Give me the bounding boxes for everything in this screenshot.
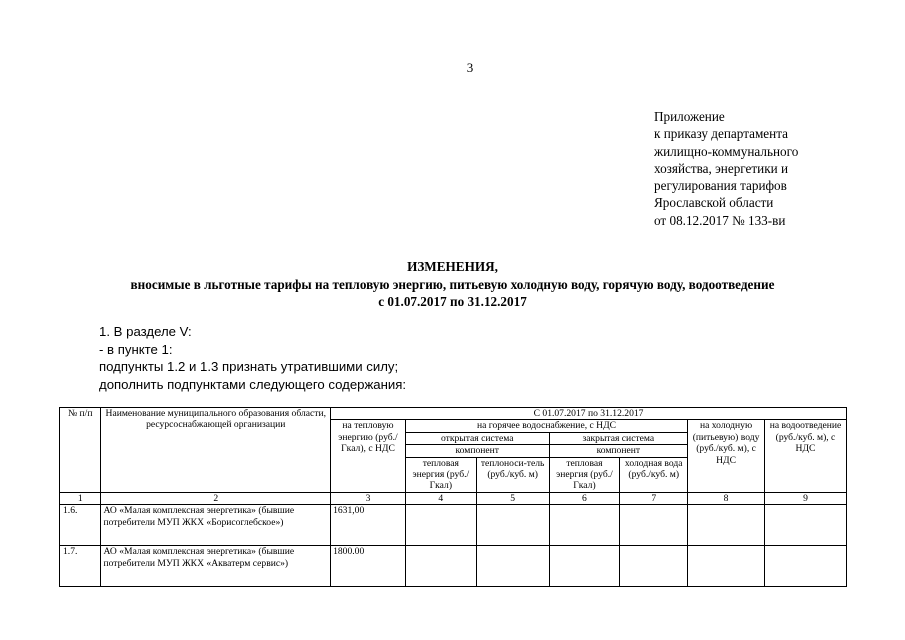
column-number: 8 <box>688 492 765 504</box>
tariffs-table <box>59 407 847 587</box>
header-component-open: компонент <box>405 445 549 457</box>
header-component-closed: компонент <box>549 445 688 457</box>
row-cell <box>405 546 476 587</box>
body-line: дополнить подпунктами следующего содержания: <box>99 376 407 392</box>
title-line-1: ИЗМЕНЕНИЯ, <box>407 259 498 274</box>
header-open-heat-energy: тепловая энергия (руб./Гкал) <box>405 457 476 492</box>
header-closed-heat-energy: тепловая энергия (руб./Гкал) <box>549 457 620 492</box>
column-number: 6 <box>549 492 620 504</box>
column-number: 5 <box>476 492 549 504</box>
row-organization: АО «Малая комплексная энергетика» (бывшие потребители МУП ЖКХ «Борисоглебское») <box>101 505 331 546</box>
header-hot-water: на горячее водоснабжение, с НДС <box>405 420 687 432</box>
row-cell <box>549 546 620 587</box>
appendix-line: Ярославской области <box>654 195 774 211</box>
row-cell <box>620 505 688 546</box>
row-heat-tariff: 1800.00 <box>331 546 406 587</box>
row-cell <box>620 546 688 587</box>
header-open-heat-carrier: теплоноси-тель (руб./куб. м) <box>476 457 549 492</box>
header-heat: на тепловую энергию (руб./Гкал), с НДС <box>331 420 406 492</box>
row-number: 1.6. <box>60 505 101 546</box>
header-name: Наименование муниципального образования области, ресурсоснабжающей организации <box>101 408 331 493</box>
appendix-line: Приложение <box>654 109 725 124</box>
body-line: подпункты 1.2 и 1.3 признать утратившими силу; <box>99 359 399 374</box>
row-number: 1.7. <box>60 546 101 587</box>
row-cell <box>476 505 549 546</box>
column-number: 7 <box>620 492 688 504</box>
row-organization: АО «Малая комплексная энергетика» (бывшие потребители МУП ЖКХ «Акватерм сервис») <box>101 546 331 587</box>
header-num: № п/п <box>60 408 101 493</box>
document-title <box>0 258 905 311</box>
header-closed-system: закрытая система <box>549 432 688 444</box>
column-number: 4 <box>405 492 476 504</box>
column-number: 3 <box>331 492 406 504</box>
header-open-system: открытая система <box>405 432 549 444</box>
body-line: 1. В разделе V: <box>99 324 192 339</box>
column-number: 2 <box>101 492 331 504</box>
row-cell <box>688 546 765 587</box>
appendix-line: к приказу департамента <box>654 126 788 142</box>
title-line-2: вносимые в льготные тарифы на тепловую энергию, питьевую холодную воду, горячую воду, водоотведение <box>130 276 775 292</box>
page-number: 3 <box>466 60 474 75</box>
row-cell <box>764 546 846 587</box>
row-cell <box>476 546 549 587</box>
row-cell <box>688 505 765 546</box>
row-cell <box>549 505 620 546</box>
title-line-3: с 01.07.2017 по 31.12.2017 <box>378 294 527 309</box>
header-sewerage: на водоотведение (руб./куб. м), с НДС <box>764 420 846 492</box>
header-period: С 01.07.2017 по 31.12.2017 <box>331 408 847 420</box>
appendix-line: хозяйства, энергетики и <box>654 160 789 176</box>
appendix-line: регулирования тарифов <box>654 178 787 194</box>
appendix-line: жилищно-коммунального <box>654 143 799 159</box>
header-closed-cold-water: холодная вода (руб./куб. м) <box>620 457 688 492</box>
appendix-line: от 08.12.2017 № 133-ви <box>654 212 786 228</box>
body-text <box>99 323 406 393</box>
appendix-block <box>654 108 798 229</box>
row-heat-tariff: 1631,00 <box>331 505 406 546</box>
row-cell <box>764 505 846 546</box>
table-row <box>60 505 847 546</box>
header-cold-water: на холодную (питьевую) воду (руб./куб. м), с НДС <box>688 420 765 492</box>
row-cell <box>405 505 476 546</box>
table-row <box>60 546 847 587</box>
body-line: - в пункте 1: <box>99 341 173 357</box>
column-number: 9 <box>764 492 846 504</box>
column-number: 1 <box>60 492 101 504</box>
